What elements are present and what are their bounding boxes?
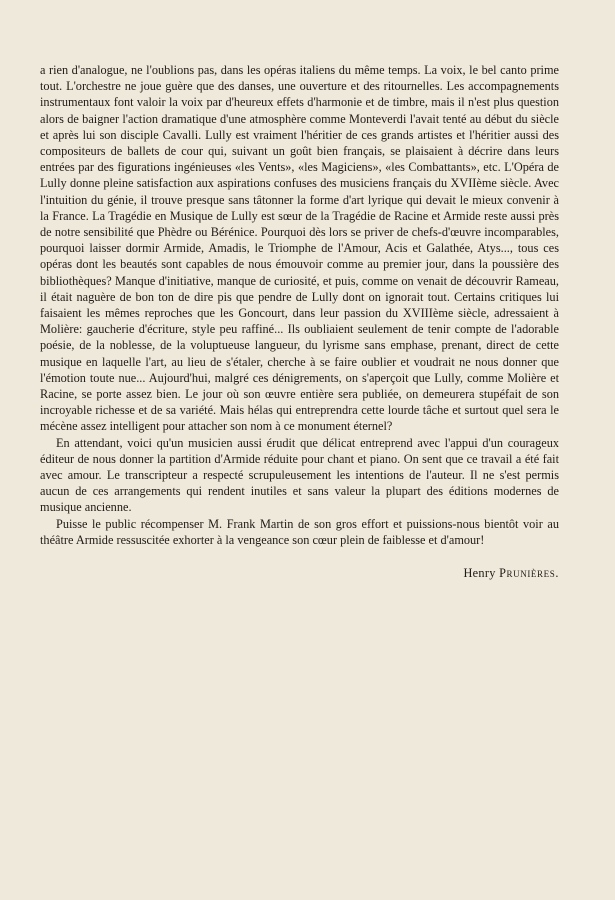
paragraph-armide-edition: En attendant, voici qu'un musicien aussi érudit que délicat entreprend avec l'appui d'un courageux éditeur de nous donner la partition d'Armide réduite pour chant et piano. On sent que ce travail a été fait avec amour. Le transcripteur a respecté scrupuleusement les intentions de l'auteur. Il ne s'est permis aucun de ces arrangements qui rendent inutiles et sans valeur la plupart des éditions modernes de musique ancienne. bbox=[40, 435, 559, 515]
paragraph-lully-opera: a rien d'analogue, ne l'oublions pas, dans les opéras italiens du même temps. La voix, le bel canto prime tout. L'orchestre ne joue guère que des danses, une ouverture et des ritournelles. Les accompagnements instrumentaux font valoir la voix par d'heureux effets d'harmonie et de timbre, mais il n'est plus question alors de baigner l'action dramatique d'une atmosphère comme Monteverdi l'avait tenté au début du siècle et après lui son disciple Cavalli. Lully est vraiment l'héritier de ces grands artistes et l'héritier aussi des compositeurs de ballets de cour qui, suivant un goût bien français, se plaisaient à décrire dans leurs entrées par des figurations ingénieuses «les Vents», «les Magiciens», «les Combattants», etc. L'Opéra de Lully donne pleine satisfaction aux aspirations confuses des musiciens français du XVIIème siècle. Avec l'intuition du génie, il trouve presque sans tâtonner la forme d'art lyrique qui devait le mieux convenir à la France. La Tragédie en Musique de Lully est sœur de la Tragédie de Racine et Armide reste aussi près de notre sensibilité que Phèdre ou Bérénice. Pourquoi dès lors se priver de chefs-d'œuvre incomparables, pourquoi laisser dormir Armide, Amadis, le Triomphe de l'Amour, Acis et Galathée, Atys..., tous ces opéras dont les beautés sont capables de nous émouvoir comme au premier jour, dans la poussière des bibliothèques? Manque d'initiative, manque de curiosité, et puis, comme on venait de découvrir Rameau, il était naguère de bon ton de dire pis que pendre de Lully dont on ignorait tout. Certains critiques lui faisaient les mêmes reproches que les Goncourt, dans leur passion du XVIIIème siècle, adressaient à Molière: gaucherie d'écriture, style peu raffiné... Ils oubliaient seulement de tenir compte de l'adorable poésie, de la noblesse, de la voluptueuse langueur, du lyrisme sans emphase, prenant, direct de cette musique en laquelle l'art, au lieu de s'étaler, cherche à se faire oublier et voudrait ne nous donner que l'émotion toute nue... Aujourd'hui, malgré ces dénigrements, on s'aperçoit que Lully, comme Molière et Racine, se porte assez bien. Le jour où son œuvre entière sera publiée, on demeurera stupéfait de son incroyable richesse et de sa variété. Mais hélas qui entreprendra cette lourde tâche et surtout quel sera le mécène assez intelligent pour attacher son nom à ce monument éternel? bbox=[40, 63, 559, 434]
author-signature bbox=[40, 566, 559, 581]
paragraph-closing-wish: Puisse le public récompenser M. Frank Martin de son gros effort et puissions-nous bientôt voir au théâtre Armide ressuscitée exhorter à la vengeance son cœur plein de faiblesse et d'amour! bbox=[40, 516, 559, 547]
signature-first-name: Henry bbox=[463, 566, 496, 581]
signature-last-name: Prunières. bbox=[499, 566, 559, 581]
